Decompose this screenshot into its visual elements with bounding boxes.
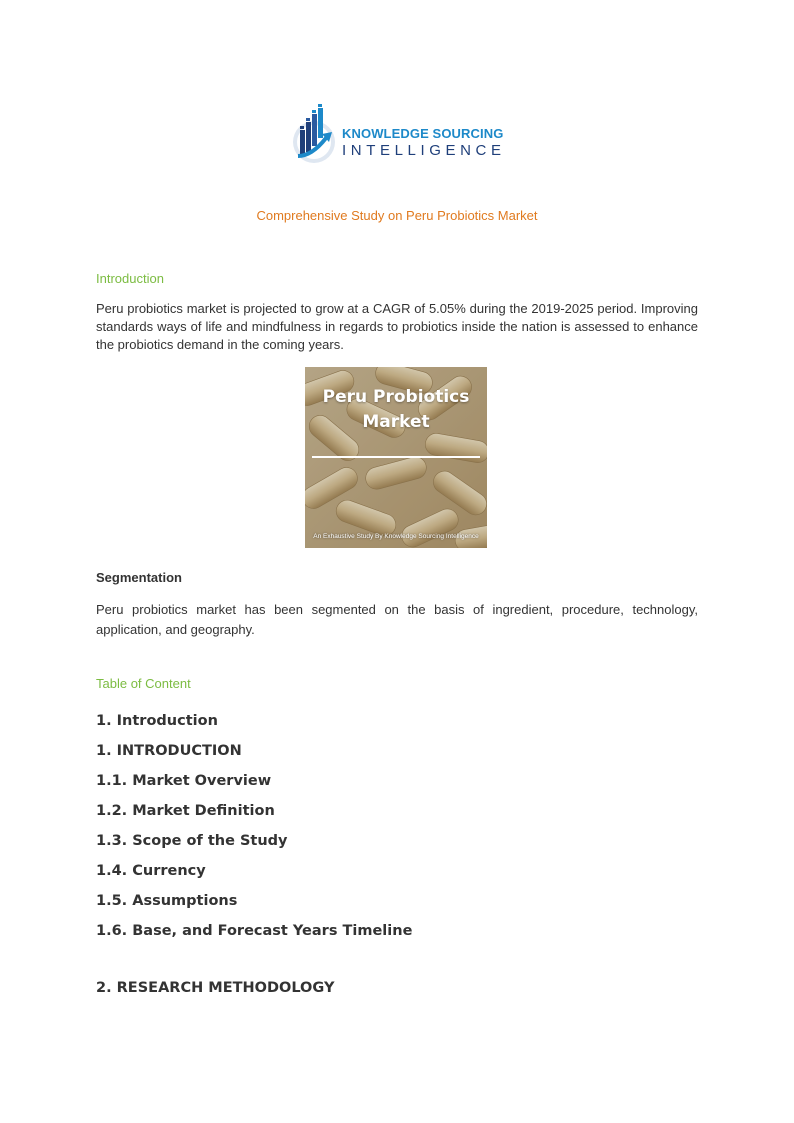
introduction-text: Peru probiotics market is projected to grow at a CAGR of 5.05% during the 2019-2025 period. Improving standards ways of life and mindfulness in regards to probiotics inside the nation is assessed to enhance the probiotics demand in the coming years. bbox=[96, 301, 698, 352]
toc-item: 1.4. Currency bbox=[96, 863, 206, 879]
toc-heading: Table of Content bbox=[96, 676, 191, 691]
document-title: Comprehensive Study on Peru Probiotics Market bbox=[256, 208, 538, 223]
toc-item: 1.6. Base, and Forecast Years Timeline bbox=[96, 923, 413, 939]
toc-item: 1.5. Assumptions bbox=[96, 893, 238, 909]
cover-image bbox=[305, 367, 487, 548]
cover-caption: An Exhaustive Study By Knowledge Sourcing Intelligence bbox=[313, 533, 479, 540]
logo-text-line1: KNOWLEDGE SOURCING bbox=[342, 126, 504, 141]
cover-title-line2: Market bbox=[362, 412, 430, 432]
toc-section-research-methodology: 2. RESEARCH METHODOLOGY bbox=[96, 980, 335, 996]
segmentation-heading: Segmentation bbox=[96, 570, 182, 585]
toc-list bbox=[96, 710, 412, 950]
toc-item: 1.3. Scope of the Study bbox=[96, 833, 288, 849]
segmentation-text: Peru probiotics market has been segmented on the basis of ingredient, procedure, technology, application, and geography. bbox=[96, 602, 698, 637]
toc-item: 1. INTRODUCTION bbox=[96, 743, 242, 759]
company-logo bbox=[292, 104, 512, 166]
logo-text-line2: INTELLIGENCE bbox=[342, 142, 506, 159]
cover-title bbox=[305, 385, 487, 435]
introduction-heading: Introduction bbox=[96, 271, 164, 286]
toc-item: 1.2. Market Definition bbox=[96, 803, 275, 819]
cover-title-line1: Peru Probiotics bbox=[322, 387, 470, 407]
toc-item: 1.1. Market Overview bbox=[96, 773, 272, 789]
cover-divider bbox=[312, 456, 480, 458]
toc-item: 1. Introduction bbox=[96, 713, 218, 729]
bar-chart-arrow-icon bbox=[292, 104, 340, 166]
